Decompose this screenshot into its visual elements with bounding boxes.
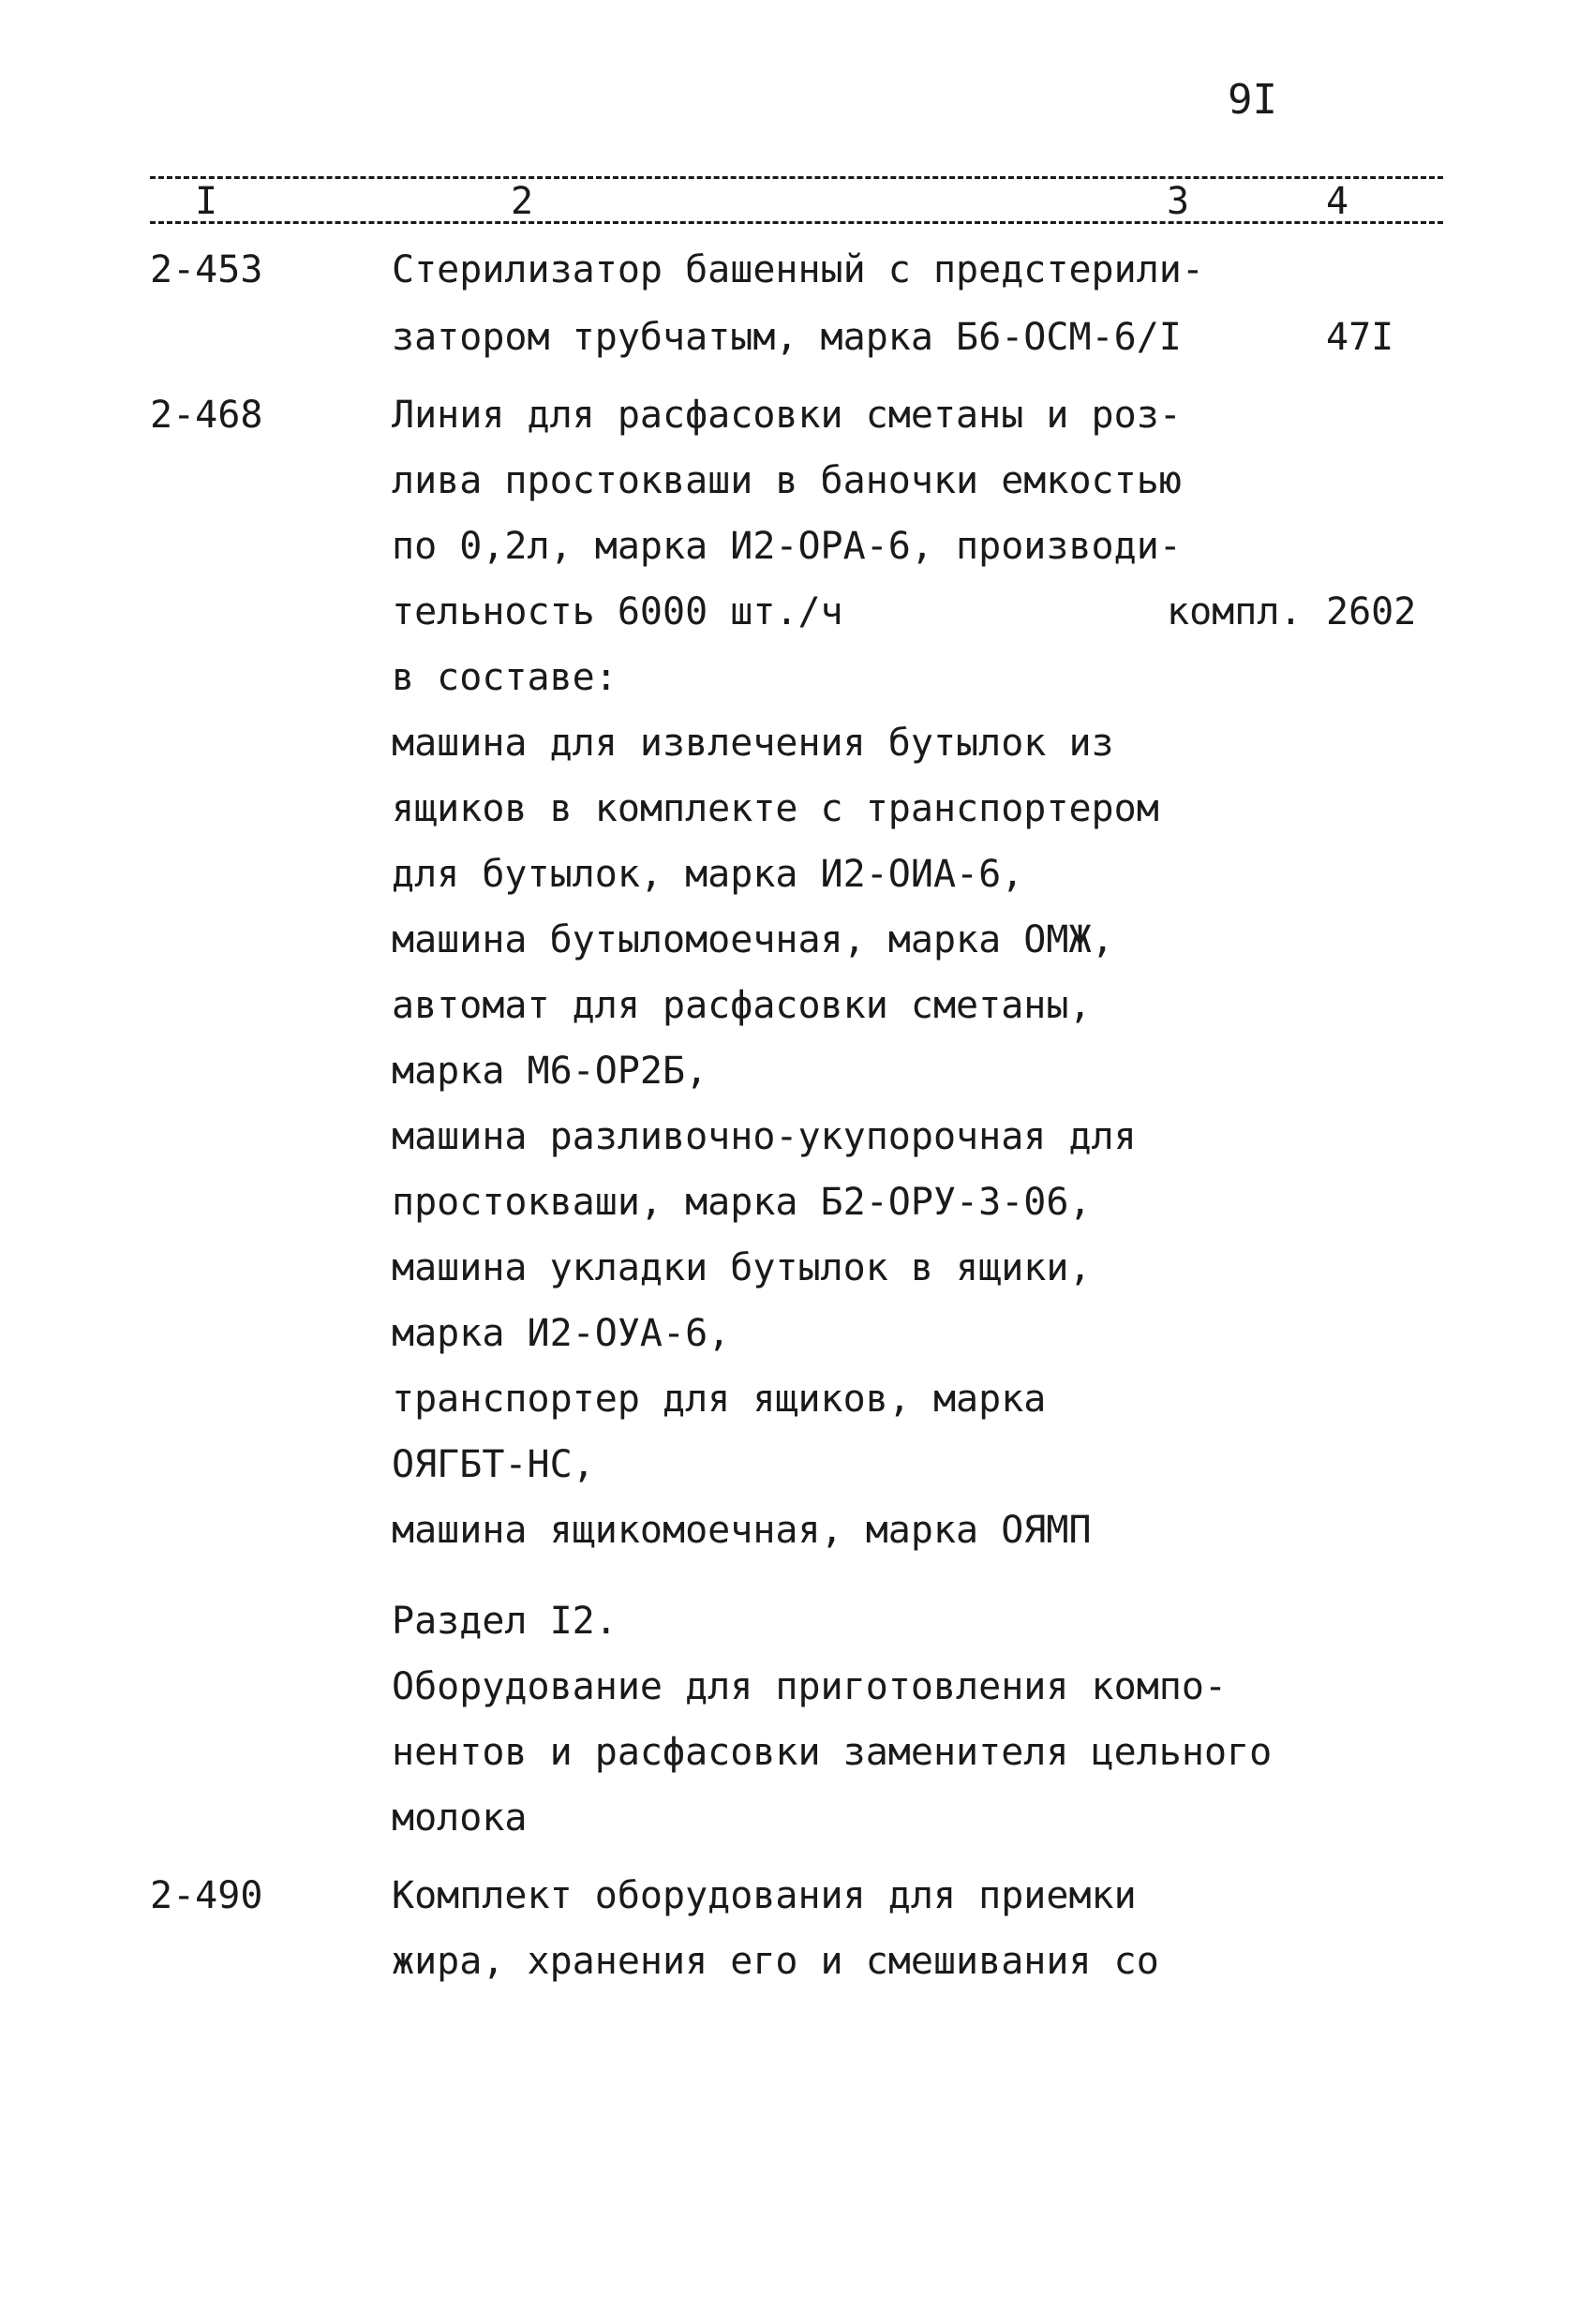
row-text-line: в составе:: [392, 656, 618, 699]
section-heading: Раздел I2.: [392, 1600, 618, 1643]
column-header-4: 4: [1326, 180, 1349, 223]
row-text-line: машина укладки бутылок в ящики,: [392, 1246, 1092, 1289]
row-text-line: затором трубчатым, марка Б6-ОСМ-6/I: [392, 316, 1182, 359]
column-header-1: I: [195, 180, 218, 223]
row-text-line: марка М6-ОР2Б,: [392, 1050, 708, 1093]
row-text-line: машина бутыломоечная, марка ОМЖ,: [392, 918, 1114, 961]
section-title-line: молока: [392, 1796, 528, 1840]
row-text-line: для бутылок, марка И2-ОИА-6,: [392, 853, 1024, 896]
row-text-line: жира, хранения его и смешивания со: [392, 1940, 1159, 1983]
header-rule-bottom: [150, 221, 1443, 224]
row-text-line: простокваши, марка Б2-ОРУ-3-06,: [392, 1181, 1092, 1224]
row-text-line: тельность 6000 шт./ч: [392, 590, 843, 633]
row-col4-value: 2602: [1326, 590, 1417, 633]
row-text-line: Линия для расфасовки сметаны и роз-: [392, 394, 1182, 437]
row-text-line: лива простокваши в баночки емкостью: [392, 459, 1182, 502]
row-code: 2-468: [150, 394, 263, 437]
page-number: 9I: [1228, 76, 1277, 124]
row-text-line: ящиков в комплекте с транспортером: [392, 787, 1159, 830]
row-text-line: машина ящикомоечная, марка ОЯМП: [392, 1509, 1092, 1552]
section-title-line: Оборудование для приготовления компо-: [392, 1665, 1228, 1708]
row-text-line: машина для извлечения бутылок из: [392, 722, 1114, 765]
row-text-line: по 0,2л, марка И2-ОРА-6, производи-: [392, 525, 1182, 568]
row-text-line: транспортер для ящиков, марка: [392, 1378, 1047, 1421]
row-code: 2-490: [150, 1874, 263, 1917]
row-text-line: марка И2-ОУА-6,: [392, 1312, 731, 1355]
row-text-line: автомат для расфасовки сметаны,: [392, 984, 1092, 1027]
section-title-line: нентов и расфасовки заменителя цельного: [392, 1731, 1273, 1774]
row-text-line: машина разливочно-укупорочная для: [392, 1115, 1137, 1158]
column-header-3: 3: [1167, 180, 1190, 223]
row-code: 2-453: [150, 248, 263, 291]
row-col4-value: 47I: [1326, 316, 1394, 359]
row-text-line: Стерилизатор башенный с предстерили-: [392, 248, 1204, 291]
row-text-line: ОЯГБТ-НС,: [392, 1443, 595, 1486]
row-text-line: Комплект оборудования для приемки: [392, 1874, 1137, 1917]
row-col3-unit: компл.: [1167, 590, 1303, 633]
column-header-2: 2: [511, 180, 534, 223]
header-rule-top: [150, 176, 1443, 179]
